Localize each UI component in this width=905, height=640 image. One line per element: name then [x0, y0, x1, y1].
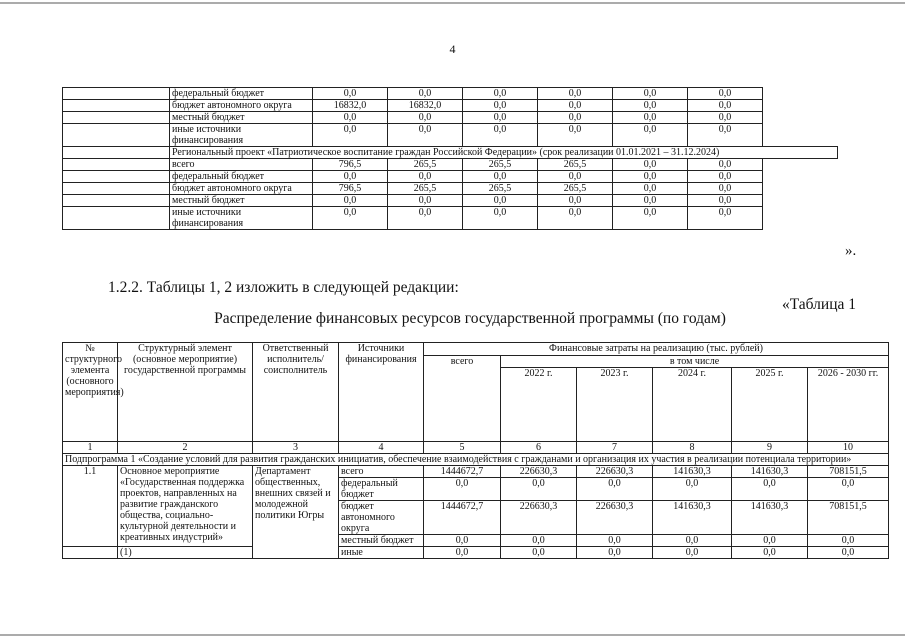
value-cell: 1444672,7: [424, 466, 501, 478]
column-number: 1: [63, 442, 118, 454]
value-cell: 0,0: [688, 183, 763, 195]
header-including: в том числе: [501, 356, 889, 368]
table-row: [63, 124, 838, 147]
value-cell: 0,0: [388, 195, 463, 207]
row-blank: [63, 195, 170, 207]
value-cell: 265,5: [538, 183, 613, 195]
value-cell: 0,0: [613, 195, 688, 207]
column-number: 6: [501, 442, 577, 454]
value-cell: 0,0: [808, 547, 889, 559]
value-cell: 0,0: [313, 195, 388, 207]
row-blank: [63, 207, 170, 230]
value-cell: 0,0: [732, 535, 808, 547]
value-cell: 265,5: [388, 183, 463, 195]
value-cell: 0,0: [688, 88, 763, 100]
value-cell: 0,0: [424, 547, 501, 559]
value-cell: 0,0: [613, 88, 688, 100]
value-cell: 0,0: [613, 159, 688, 171]
row-blank: [63, 124, 170, 147]
value-cell: 265,5: [538, 159, 613, 171]
column-number: 7: [577, 442, 653, 454]
source-cell: бюджет автономного округа: [170, 183, 313, 195]
value-cell: 0,0: [313, 88, 388, 100]
value-cell: 0,0: [688, 100, 763, 112]
header-costs: Финансовые затраты на реализацию (тыс. рублей): [424, 343, 889, 356]
header-executor: Ответственный исполнитель/соисполнитель: [253, 343, 339, 442]
value-cell: 0,0: [613, 207, 688, 230]
source-cell: федеральный бюджет: [170, 88, 313, 100]
value-cell: 0,0: [463, 100, 538, 112]
column-number: 2: [118, 442, 253, 454]
value-cell: 226630,3: [501, 501, 577, 535]
value-cell: 0,0: [424, 535, 501, 547]
table-row: [63, 466, 889, 478]
column-number: 4: [339, 442, 424, 454]
subprogram-title: Подпрограмма 1 «Создание условий для развития гражданских инициатив, обеспечение взаимодействия с гражданами и организация их участия в реализации потенциала территории»: [63, 454, 889, 466]
header-year: 2022 г.: [501, 368, 577, 442]
source-cell: местный бюджет: [170, 195, 313, 207]
value-cell: 141630,3: [653, 466, 732, 478]
value-cell: 265,5: [463, 183, 538, 195]
source-cell: федеральный бюджет: [339, 478, 424, 501]
value-cell: 0,0: [388, 112, 463, 124]
table-row: [63, 183, 838, 195]
table-row: [63, 112, 838, 124]
scan-edge-bottom: [0, 634, 905, 636]
row-blank: [63, 171, 170, 183]
row-blank: [63, 547, 118, 559]
header-year: 2023 г.: [577, 368, 653, 442]
value-cell: 796,5: [313, 159, 388, 171]
column-number: 9: [732, 442, 808, 454]
header-year: 2025 г.: [732, 368, 808, 442]
value-cell: 0,0: [688, 124, 763, 147]
value-cell: 0,0: [463, 112, 538, 124]
row-blank: [63, 159, 170, 171]
paragraph-text: 1.2.2. Таблицы 1, 2 изложить в следующей редакции:: [108, 279, 459, 296]
project-row: [63, 147, 838, 159]
row-blank: [63, 183, 170, 195]
value-cell: 0,0: [313, 124, 388, 147]
table-row: [63, 547, 889, 559]
value-cell: 141630,3: [732, 466, 808, 478]
source-cell: местный бюджет: [170, 112, 313, 124]
column-number: 10: [808, 442, 889, 454]
item-ref: (1): [118, 547, 253, 559]
value-cell: 1444672,7: [424, 501, 501, 535]
header-total: всего: [424, 356, 501, 442]
row-blank: [63, 112, 170, 124]
value-cell: 0,0: [613, 183, 688, 195]
header-year: 2024 г.: [653, 368, 732, 442]
value-cell: 16832,0: [388, 100, 463, 112]
value-cell: 796,5: [313, 183, 388, 195]
source-cell: всего: [170, 159, 313, 171]
source-cell: всего: [339, 466, 424, 478]
value-cell: 0,0: [388, 171, 463, 183]
source-cell: иные источники финансирования: [170, 207, 313, 230]
column-number: 3: [253, 442, 339, 454]
value-cell: 0,0: [613, 124, 688, 147]
closing-quote: ».: [845, 243, 857, 259]
table-row: [63, 171, 838, 183]
value-cell: 0,0: [538, 112, 613, 124]
item-number: 1.1: [63, 466, 118, 547]
source-cell: бюджет автономного округа: [339, 501, 424, 535]
value-cell: 708151,5: [808, 501, 889, 535]
value-cell: 0,0: [501, 535, 577, 547]
value-cell: 0,0: [463, 207, 538, 230]
source-cell: федеральный бюджет: [170, 171, 313, 183]
value-cell: 0,0: [463, 124, 538, 147]
value-cell: 0,0: [538, 88, 613, 100]
value-cell: 0,0: [653, 478, 732, 501]
value-cell: 0,0: [538, 195, 613, 207]
value-cell: 0,0: [688, 207, 763, 230]
value-cell: 0,0: [388, 124, 463, 147]
row-blank: [63, 147, 170, 159]
value-cell: 0,0: [501, 478, 577, 501]
column-numbers-row: [63, 442, 889, 454]
value-cell: 0,0: [538, 100, 613, 112]
value-cell: 0,0: [688, 112, 763, 124]
column-number: 5: [424, 442, 501, 454]
value-cell: 0,0: [688, 171, 763, 183]
value-cell: 0,0: [808, 535, 889, 547]
page-number: 4: [449, 42, 456, 56]
item-name: Основное мероприятие «Государственная поддержка проектов, направленных на развитие гражданского общества, социально-культурной деятельности и креативных индустрий»: [118, 466, 253, 547]
source-cell: бюджет автономного округа: [170, 100, 313, 112]
project-title: Региональный проект «Патриотическое воспитание граждан Российской Федерации» (срок реализации 01.01.2021 – 31.12.2024): [170, 147, 838, 159]
value-cell: 0,0: [313, 207, 388, 230]
value-cell: 0,0: [613, 112, 688, 124]
value-cell: 0,0: [613, 171, 688, 183]
table-row: [63, 207, 838, 230]
table-label: «Таблица 1: [781, 296, 856, 313]
value-cell: 0,0: [577, 535, 653, 547]
value-cell: 0,0: [613, 100, 688, 112]
value-cell: 0,0: [688, 159, 763, 171]
header-element: Структурный элемент (основное мероприятие) государственной программы: [118, 343, 253, 442]
value-cell: 0,0: [808, 478, 889, 501]
table-row: [63, 100, 838, 112]
source-cell: местный бюджет: [339, 535, 424, 547]
source-cell: иные: [339, 547, 424, 559]
table-row: [63, 159, 838, 171]
value-cell: 0,0: [538, 207, 613, 230]
value-cell: 16832,0: [313, 100, 388, 112]
value-cell: 265,5: [463, 159, 538, 171]
value-cell: 226630,3: [577, 466, 653, 478]
source-cell: иные источники финансирования: [170, 124, 313, 147]
value-cell: 0,0: [463, 195, 538, 207]
scan-edge-top: [0, 2, 905, 4]
subprogram-row: [63, 454, 889, 466]
row-blank: [63, 100, 170, 112]
value-cell: 0,0: [501, 547, 577, 559]
value-cell: 226630,3: [501, 466, 577, 478]
value-cell: 0,0: [538, 124, 613, 147]
value-cell: 0,0: [388, 88, 463, 100]
value-cell: 0,0: [463, 171, 538, 183]
value-cell: 265,5: [388, 159, 463, 171]
value-cell: 141630,3: [653, 501, 732, 535]
value-cell: 141630,3: [732, 501, 808, 535]
item-executor: Департамент общественных, внешних связей и молодежной политики Югры: [253, 466, 339, 559]
value-cell: 0,0: [732, 547, 808, 559]
row-blank: [63, 88, 170, 100]
value-cell: 0,0: [577, 478, 653, 501]
value-cell: 0,0: [424, 478, 501, 501]
main-table: [62, 342, 889, 559]
header-sources: Источники финансирования: [339, 343, 424, 442]
column-number: 8: [653, 442, 732, 454]
value-cell: 0,0: [538, 171, 613, 183]
value-cell: 0,0: [313, 112, 388, 124]
header-year: 2026 - 2030 гг.: [808, 368, 889, 442]
table-title: Распределение финансовых ресурсов государственной программы (по годам): [214, 310, 726, 327]
value-cell: 0,0: [463, 88, 538, 100]
value-cell: 226630,3: [577, 501, 653, 535]
table-row: [63, 88, 838, 100]
value-cell: 0,0: [388, 207, 463, 230]
table-row: [63, 195, 838, 207]
value-cell: 0,0: [653, 547, 732, 559]
header-num: № структурного элемента (основного мероприятия): [63, 343, 118, 442]
value-cell: 708151,5: [808, 466, 889, 478]
value-cell: 0,0: [577, 547, 653, 559]
top-table: [62, 87, 838, 230]
value-cell: 0,0: [653, 535, 732, 547]
value-cell: 0,0: [732, 478, 808, 501]
value-cell: 0,0: [688, 195, 763, 207]
value-cell: 0,0: [313, 171, 388, 183]
